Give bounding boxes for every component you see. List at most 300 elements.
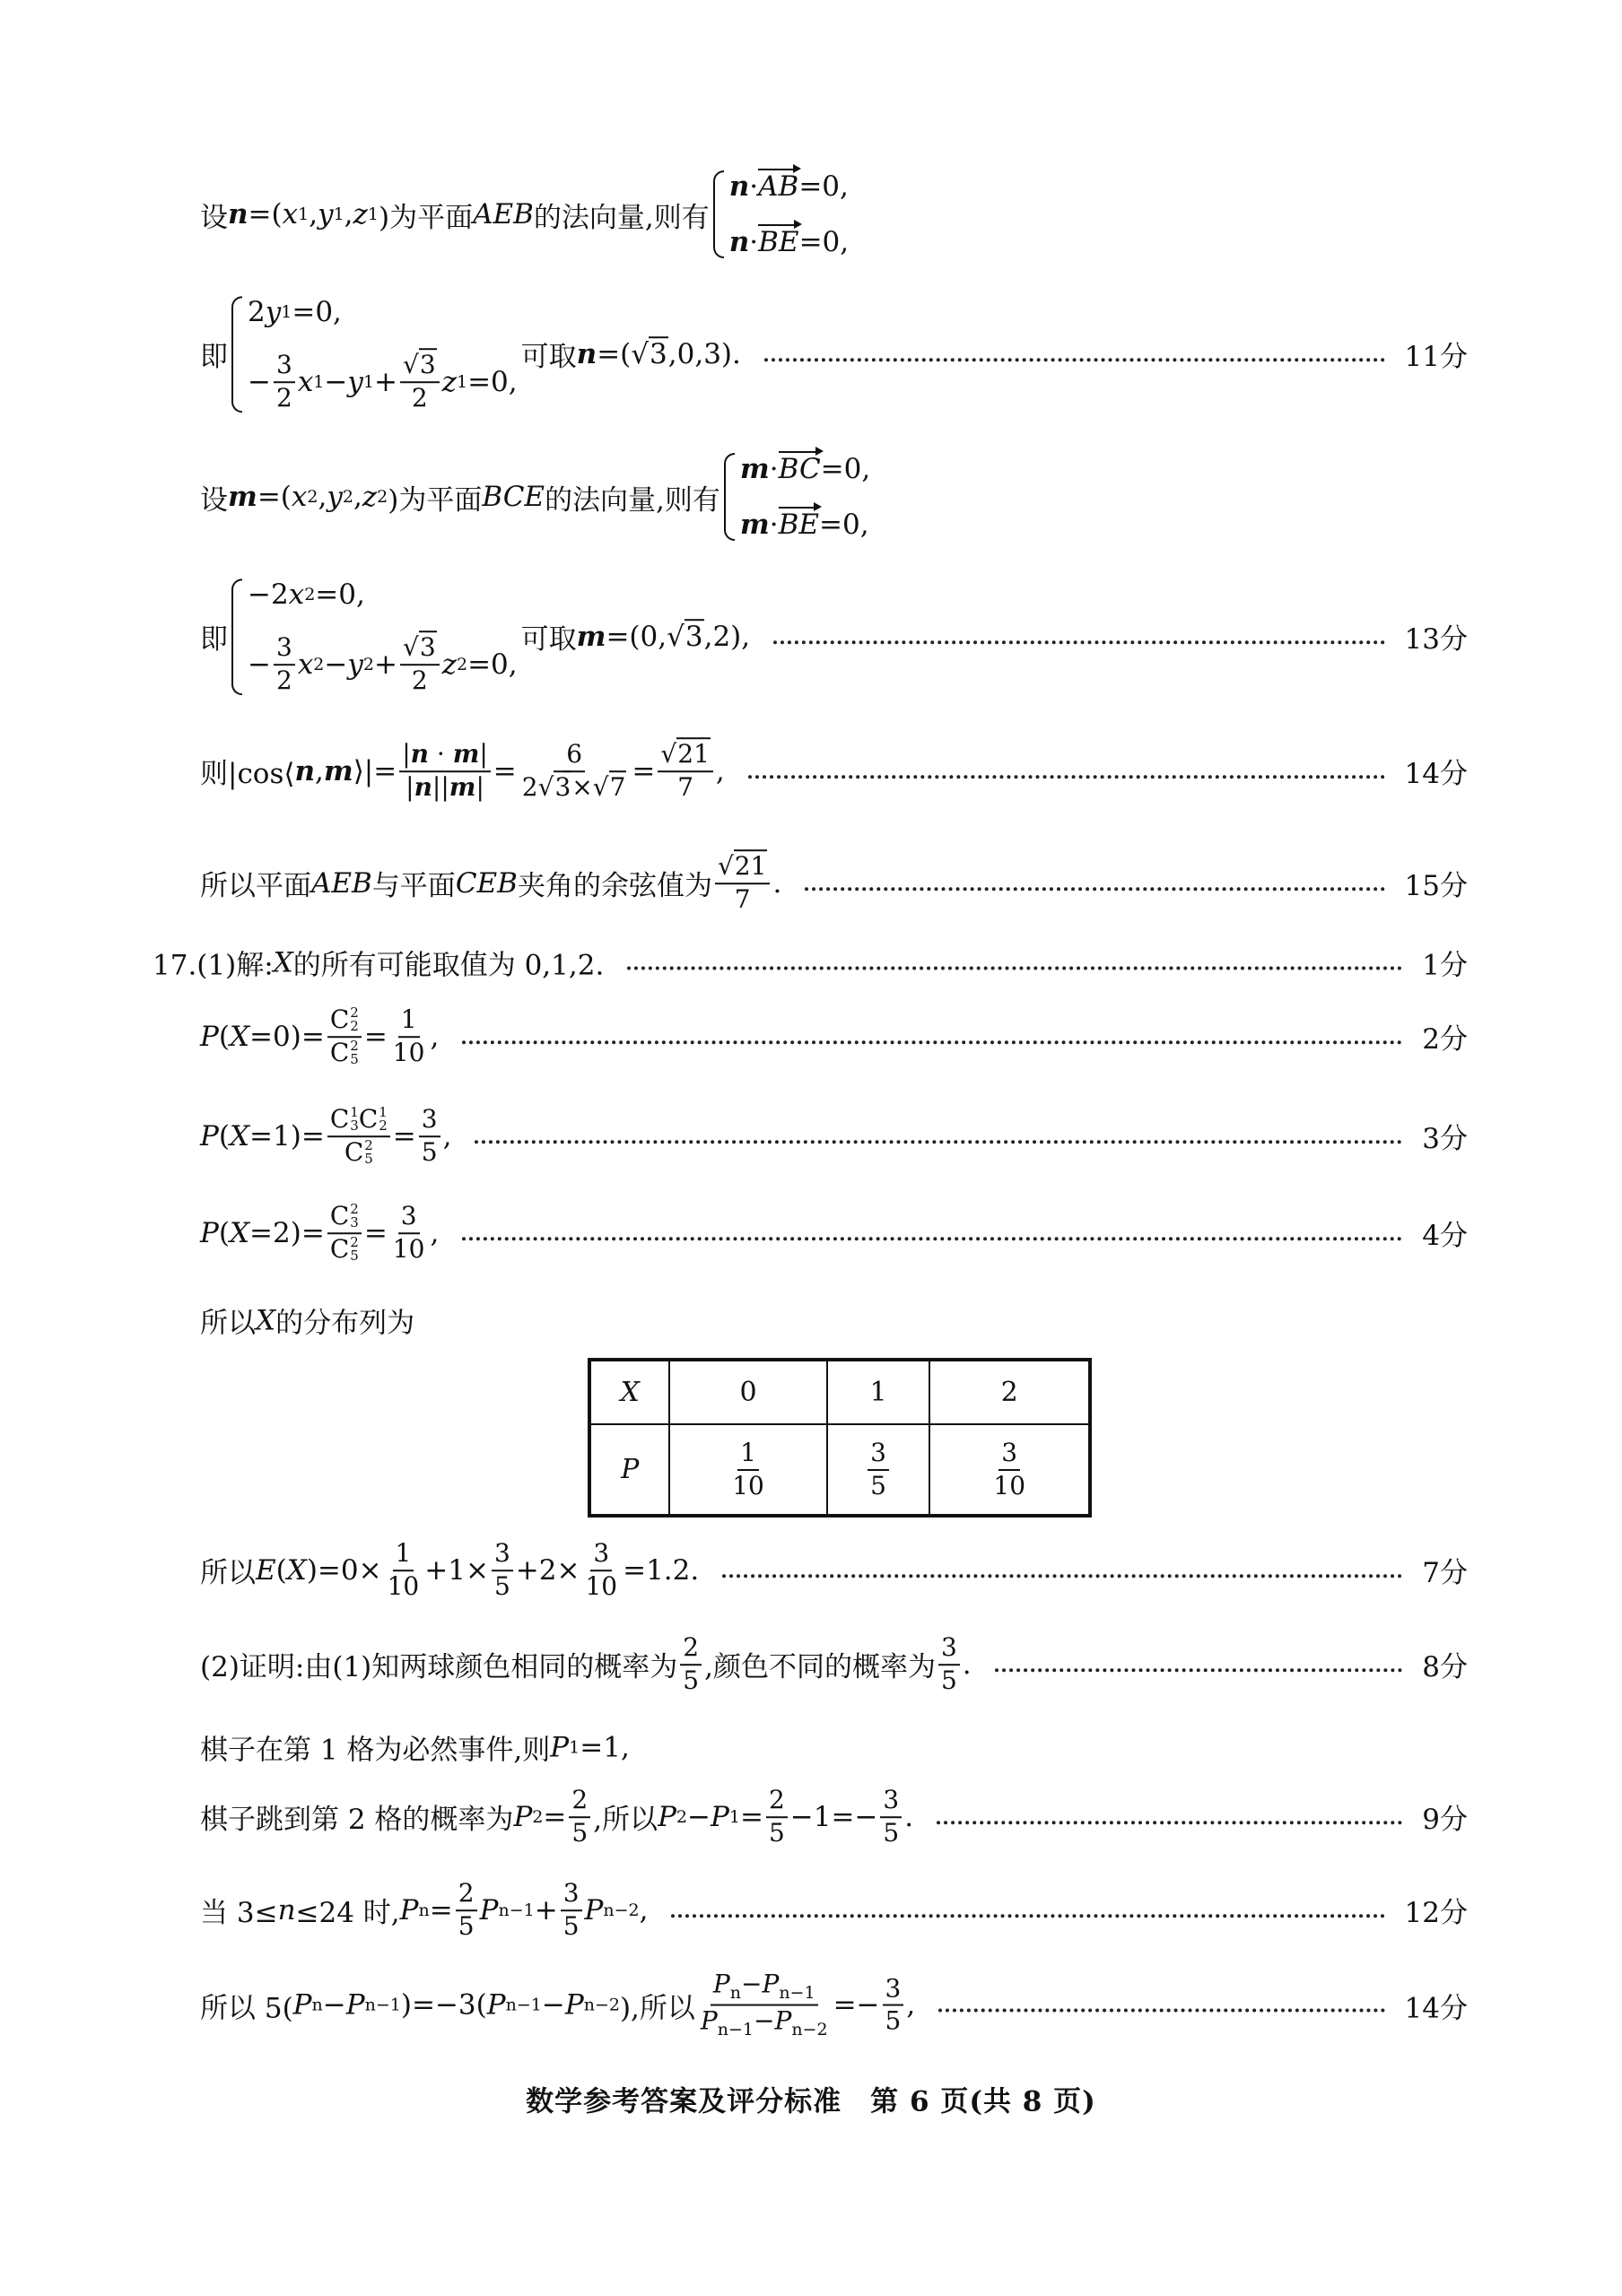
text: 棋子在第 1 格为必然事件,则 [200,1734,551,1767]
radicand: 3 [554,772,571,802]
combination-sup: 2 [350,1201,359,1218]
text: 5 [493,1571,510,1601]
text: 所以 [200,1307,256,1340]
subscript: n−1 [779,1983,815,2004]
numerator [492,1540,513,1571]
numerator [563,741,585,772]
text: 2 [768,1785,785,1815]
text: 10 [387,1571,420,1601]
combination-indices [350,1236,359,1263]
text: = [363,1021,388,1053]
math-variable: P [658,1801,676,1833]
vector-symbol: m [739,509,770,541]
vector-symbol: m [323,755,353,787]
system-row [248,352,518,413]
text: 17.(1)解: [153,949,274,982]
table-cell [827,1424,930,1516]
fraction [492,1540,513,1601]
line-cosine-conclusion [200,853,1468,914]
denominator [732,884,754,914]
radicand: 3 [419,350,436,380]
text: ( [218,1021,230,1053]
denominator [990,1471,1028,1500]
math-variable: X [229,1120,250,1152]
subscript: 1 [367,204,379,224]
dot-leader [995,1668,1403,1672]
denominator [403,772,487,802]
numerator [561,1880,582,1911]
fraction [399,741,491,802]
square-root [718,849,767,881]
line-content [200,1880,648,1941]
system-row [248,578,518,611]
text: · [769,509,779,541]
denominator [880,1818,902,1848]
fraction [327,1106,390,1167]
text: 3 [593,1538,610,1569]
subscript: 1 [362,372,374,392]
line-recurrence [200,1880,1468,1941]
subscript: n−2 [583,1996,620,2015]
text: · [429,739,453,770]
text: 0 [739,1377,757,1408]
text: , [318,481,327,513]
dot-leader [938,2009,1384,2013]
subscript: n−1 [498,1900,535,1920]
text: ≤24 时, [295,1897,400,1930]
system-row [248,296,518,328]
numerator [880,1787,902,1818]
radical-sign: √ [667,621,685,653]
vector-symbol: m [449,772,476,802]
numerator [393,1540,414,1571]
combination-sub: 5 [364,1151,373,1168]
line-q17-part2-probs [200,1634,1468,1695]
math-variable: z [353,198,368,230]
line-content [200,1787,913,1848]
math-variable: P [550,1731,570,1763]
line-p2-statement [200,1787,1468,1848]
radical-sign: √ [592,772,609,802]
text: 1 [400,1004,417,1035]
vector-symbol: n [728,170,750,203]
text: =0, [820,453,871,485]
table-cell [827,1360,930,1424]
fraction [390,1006,428,1067]
dot-leader [773,640,1384,644]
math-variable: X [620,1377,640,1408]
text: 3 [275,632,292,663]
denominator [327,1038,362,1067]
vector-symbol: n [410,739,430,770]
math-variable: X [229,1217,250,1249]
numerator [456,1880,477,1911]
line-normal-vector-m-solution [200,578,1468,695]
math-variable: E [256,1554,276,1587]
radical-sign: √ [631,338,650,370]
text: − [754,2006,775,2036]
line-content [200,1203,439,1264]
dot-leader [722,1574,1402,1578]
denominator [419,1137,440,1167]
fraction [715,853,770,914]
line-content [200,741,725,802]
combination-symbol: C [329,1201,350,1231]
line-normal-vector-n-solution [200,296,1468,413]
text: · [749,170,759,203]
text: − [248,648,271,681]
text: )=0× [306,1554,382,1587]
numerator [737,1439,759,1471]
numerator [766,1787,788,1818]
subscript: n−1 [505,1996,542,2015]
text: 2 [521,772,538,802]
text: =1)= [249,1120,325,1152]
text: × [571,772,593,802]
text: − [541,1989,565,2022]
numerator [883,1975,904,2006]
combination-sup: 2 [350,1004,359,1022]
combination-sub: 2 [350,1018,359,1035]
line-content [200,1300,414,1341]
square-root [660,737,710,769]
line-content [153,943,604,983]
text: − [322,1989,346,2022]
text: 3 [940,1632,957,1663]
fraction [729,1439,767,1500]
subscript: 2 [532,1807,544,1827]
fraction [569,1787,590,1848]
text: = [632,755,656,787]
text: 3 [493,1538,510,1569]
text: =( [248,198,283,230]
combination-symbol: C [329,1234,350,1264]
radicand: 21 [677,739,710,770]
combination [359,1106,388,1134]
subscript: 2 [342,487,353,507]
line-normal-vector-m-setup [200,453,874,541]
line-prob-x0 [200,1006,1468,1067]
distribution-table [588,1358,1092,1518]
text: =0, [819,509,869,541]
vector-arrow: AB [758,170,799,203]
math-variable: y [347,366,363,398]
fraction [400,634,440,695]
math-variable: P [200,1021,219,1053]
numerator [327,1006,362,1038]
combination-symbol: C [329,1104,350,1135]
radical-sign: √ [717,851,734,882]
math-variable: X [229,1021,250,1053]
score-label: 4分 [1422,1220,1468,1253]
square-root [538,770,572,802]
text: 2 [683,1632,700,1663]
combination-sup: 2 [364,1137,373,1154]
text: =0, [467,366,518,398]
denominator [390,1234,428,1264]
text: =0, [798,226,850,258]
math-variable: x [291,481,308,513]
math-variable: AEB [311,867,372,900]
combination-sup: 1 [379,1104,388,1121]
subscript: 2 [304,585,316,605]
combination-symbol: C [358,1104,379,1135]
fraction [938,1634,960,1695]
text: 5 [940,1665,957,1695]
line-cosine-computation [200,741,1468,802]
line-p1-statement [200,1727,630,1768]
text: 3 [421,1104,438,1135]
fraction [990,1439,1028,1500]
denominator [390,1038,428,1067]
denominator [385,1571,423,1601]
denominator [561,1911,582,1941]
combination [330,1006,359,1034]
score-label: 2分 [1422,1023,1468,1057]
table-cell [589,1360,669,1424]
vector-arrow: BE [778,509,820,541]
fraction [883,1975,904,2036]
text: 5 [768,1818,785,1848]
text: 可取 [520,623,577,657]
score-label: 13分 [1404,623,1468,657]
text: 5 [562,1911,580,1941]
text: 3 [400,1201,417,1231]
fraction [880,1787,902,1848]
radical-sign: √ [660,739,677,770]
score-label: 9分 [1422,1804,1468,1837]
left-brace [231,578,242,695]
text: = [543,1801,567,1833]
text: = [363,1217,388,1249]
text: , [353,481,362,513]
text: . [904,1801,914,1833]
dot-leader [671,1914,1384,1918]
fraction [327,1203,362,1264]
line-prob-x1 [200,1106,1468,1167]
combination-sup: 2 [350,1038,359,1055]
text: 设 [200,483,228,517]
table-cell [589,1424,669,1516]
numerator [274,352,295,383]
text: (2)证明:由(1)知两球颜色相同的概率为 [200,1651,678,1684]
text: 10 [392,1234,425,1264]
score-label: 1分 [1422,949,1468,982]
text: , [442,1120,452,1152]
text: ,所以 [593,1804,658,1837]
subscript: 2 [377,487,388,507]
text: 5 [885,2006,902,2036]
subscript: n [418,1900,430,1920]
subscript: 2 [307,487,318,507]
denominator [729,1471,767,1500]
line-content [200,853,781,914]
text: =0, [315,578,365,612]
fraction [658,741,712,802]
denominator [456,1911,477,1941]
text: 3 [885,1973,902,2004]
text: + [534,1894,558,1926]
fraction [400,352,440,413]
combination-indices [350,1201,359,1231]
table-row [589,1424,1090,1516]
combination-sup: 1 [350,1104,359,1121]
denominator [868,1471,889,1500]
fraction [274,634,295,695]
denominator [274,383,295,413]
text: . [772,867,782,900]
vector-symbol: n [576,338,597,370]
score-label: 15分 [1404,870,1468,903]
page-footer: 数学参考答案及评分标准 第 6 页(共 8 页) [526,2085,1096,2118]
numerator [715,853,770,884]
text: 2 [248,296,266,329]
dot-leader [462,1237,1402,1240]
left-brace [231,296,242,413]
text: )=−3( [400,1989,487,2022]
denominator [569,1818,590,1848]
radical-sign: √ [402,632,419,663]
text: = [739,1801,763,1833]
numerator [711,1971,818,2006]
text: 棋子跳到第 2 格的概率为 [200,1804,514,1837]
equation-system [231,296,518,413]
text: ,颜色不同的概率为 [704,1651,936,1684]
table-cell [929,1424,1090,1516]
vector-symbol: m [228,481,257,513]
numerator [998,1439,1020,1471]
text: +2× [515,1554,580,1587]
text: || [432,772,449,802]
subscript: 2 [676,1807,688,1827]
line-content [200,1106,451,1167]
text: ( [275,1554,287,1587]
equation-system [724,453,870,541]
text: =− [833,1989,880,2022]
fraction [680,1634,702,1695]
square-root [631,338,668,370]
denominator [938,1665,960,1695]
text: 10 [392,1038,425,1067]
score-label: 12分 [1404,1897,1468,1930]
text: = [392,1120,416,1152]
system-row [248,634,518,695]
text: 即 [200,623,228,657]
radicand: 3 [650,338,667,370]
combination [330,1039,359,1067]
math-variable: y [347,648,363,681]
score-label: 11分 [1404,341,1468,374]
radicand: 7 [609,772,626,802]
text: 2 [275,383,292,413]
math-variable: AEB [473,198,534,230]
combination-indices [350,1004,359,1035]
text: ,2), [703,621,751,653]
numerator [658,741,712,772]
text: − [741,1969,763,1999]
line-ratio [200,1971,1468,2040]
numerator [400,352,440,383]
denominator [327,1234,362,1264]
math-variable: x [282,198,299,230]
text: =0, [467,648,518,681]
text: 3 [562,1878,580,1909]
text: 3 [883,1785,900,1815]
text: =1.2. [623,1554,700,1587]
subscript: n [311,1996,323,2015]
numerator [868,1439,889,1471]
text: · [749,226,759,258]
text: , [309,198,318,230]
table-row [589,1360,1090,1424]
text: 2 [458,1878,475,1909]
subscript: 2 [456,655,468,674]
math-variable: y [327,481,343,513]
text: 2 [571,1785,589,1815]
system-row [729,226,849,258]
subscript: 1 [569,1737,580,1757]
text: 1 [395,1538,412,1569]
system-rows [740,453,870,541]
fraction [698,1971,831,2040]
text: 的法向量,则有 [533,201,710,234]
denominator [342,1137,376,1167]
line-q17-part1-values [153,943,1468,983]
text: − [324,648,348,681]
vector-symbol: m [739,453,770,485]
table-cell [669,1424,826,1516]
dot-leader [462,1040,1402,1044]
fraction [561,1880,582,1941]
denominator [582,1571,620,1601]
text: 10 [585,1571,618,1601]
system-rows [729,170,849,258]
math-variable: z [441,648,457,681]
vector-arrow: BE [758,226,799,258]
system-rows [248,578,518,695]
score-label: 14分 [1404,758,1468,791]
combination [344,1139,373,1167]
text: 3 [870,1437,886,1467]
text: | [479,739,488,770]
radicand: 3 [419,632,436,663]
line-expectation [200,1540,1468,1601]
line-prob-x2 [200,1203,1468,1264]
text: 所以平面 [200,870,311,903]
combination-sub: 5 [350,1248,359,1265]
line-content [200,1634,972,1695]
text: 的分布列为 [275,1307,415,1340]
denominator [680,1665,702,1695]
text: =(0, [606,621,667,653]
vector-symbol: m [452,739,480,770]
text: 5 [683,1665,700,1695]
text: . [962,1648,972,1681]
square-root [403,348,437,379]
fraction [385,1540,423,1601]
math-variable: P [513,1801,533,1833]
math-variable: P [200,1217,219,1249]
fraction [390,1203,428,1264]
numerator [569,1787,590,1818]
text: 可取 [520,341,577,374]
numerator [399,741,491,772]
text: 7 [734,884,751,914]
text: +1× [424,1554,489,1587]
numerator [398,1203,420,1234]
text: 则|cos⟨ [200,758,295,791]
math-variable: P [486,1989,506,2022]
